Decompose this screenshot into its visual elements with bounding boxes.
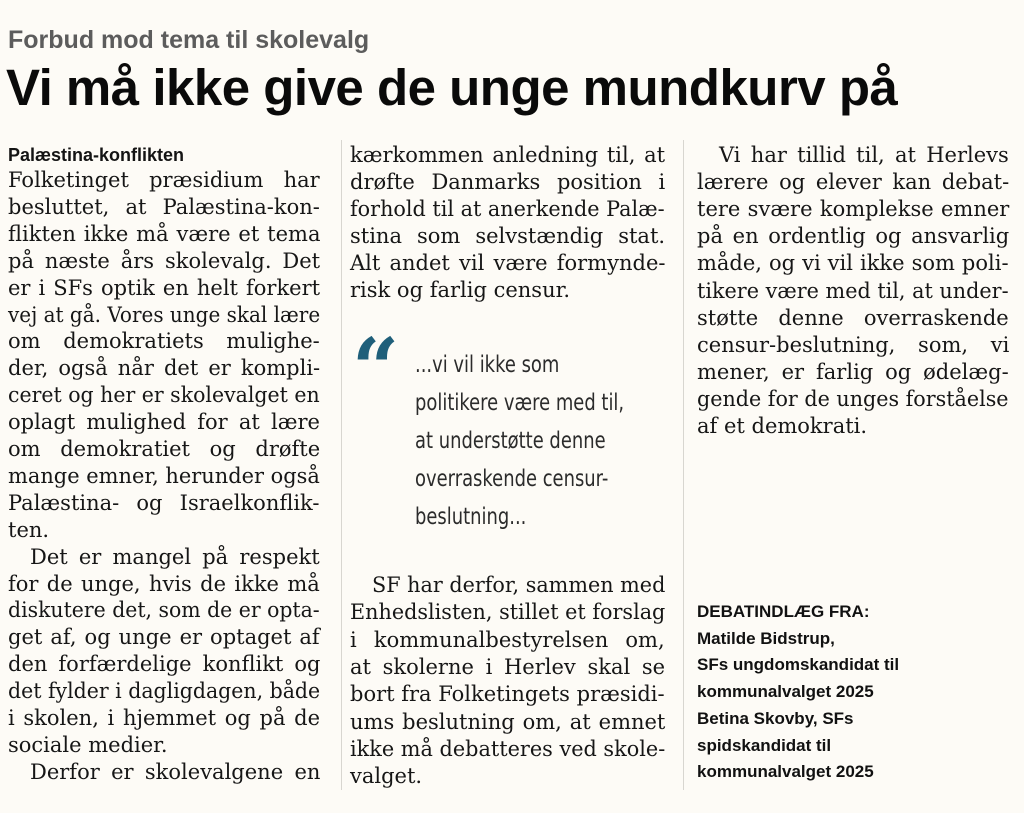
text-line: for de unge, hvis de ikke må — [8, 571, 320, 596]
column-rule — [341, 140, 342, 790]
text-line: oplagt mulighed for at lære — [8, 410, 320, 435]
text-line: drøfte Danmarks position i — [350, 170, 666, 194]
text-line: på en ordentlig og ansvarlig — [697, 224, 1010, 249]
text-line: gende for de unges forståelse — [697, 386, 1009, 411]
text-line: kærkommen anledning til, at — [350, 143, 666, 167]
text-line: Derfor er skolevalgene en — [30, 759, 321, 784]
text-line: om demokratiets mulighe- — [8, 329, 320, 354]
byline-line: kommunalvalget 2025 — [697, 682, 874, 702]
text-line: den forfærdelige konflikt og — [8, 652, 321, 677]
text-line: tikere være med til, at under- — [697, 278, 1009, 303]
byline-line: Betina Skovby, SFs — [697, 708, 854, 728]
text-line: ums beslutning om, at emnet — [350, 709, 666, 734]
column-rule — [683, 140, 684, 790]
text-line: i skolen, i hjemmet og på de — [8, 706, 321, 730]
byline-line: DEBATINDLÆG FRA: — [697, 602, 870, 621]
byline-line: Matilde Bidstrup, — [697, 628, 835, 648]
text-line: ceret og her er skolevalget en — [8, 383, 320, 408]
text-line: i kommunalbestyrelsen om, — [350, 627, 665, 652]
quote-line: beslutning... — [415, 504, 527, 530]
text-line: tere svære komplekse emner — [697, 197, 1010, 222]
text-line: det fylder i dagligdagen, både — [8, 679, 321, 704]
text-line: Alt andet vil være formynde- — [350, 251, 666, 275]
text-line: bort fra Folketingets præsidi- — [350, 682, 665, 707]
text-line: Enhedslisten, stillet et forslag — [350, 600, 666, 625]
text-line: Palæstina- og Israelkonflik- — [8, 490, 320, 515]
text-line: stina som selvstændig stat. — [350, 224, 666, 248]
text-line: måde, og vi vil ikke som poli- — [697, 251, 1009, 276]
text-line: risk og farlig censur. — [350, 278, 570, 302]
quote-line: politikere være med til, — [415, 390, 625, 416]
quote-line: at understøtte denne — [415, 428, 606, 454]
text-line: af et demokrati. — [697, 414, 868, 438]
text-line: mange emner, herunder også — [8, 463, 320, 488]
text-line: diskutere det, som de er opta- — [8, 598, 320, 623]
section-subhead: Palæstina-konflikten — [8, 145, 185, 165]
text-line: get af, og unge er optaget af — [8, 625, 320, 650]
text-line: mener, er farlig og ødelæg- — [697, 359, 1009, 384]
text-line: om demokratiet og drøfte — [8, 437, 321, 461]
text-line: ikke må debatteres ved skole- — [350, 736, 666, 761]
text-line: støtte denne overraskende — [697, 305, 1009, 330]
text-line: at skolerne i Herlev skal se — [350, 654, 666, 679]
text-line: er i SFs optik en helt forkert — [8, 275, 321, 300]
text-line: forhold til at anerkende Palæ- — [350, 197, 665, 221]
byline-line: spidskandidat til — [697, 735, 832, 755]
article-headline: Vi må ikke give de unge mundkurv på — [6, 59, 898, 116]
article-kicker: Forbud mod tema til skolevalg — [8, 26, 370, 54]
text-line: på næste års skolevalg. Det — [8, 248, 321, 273]
text-line: der, også når det er kompli- — [8, 356, 321, 381]
byline-line: SFs ungdomskandidat til — [697, 655, 900, 675]
text-line: SF har derfor, sammen med — [372, 573, 666, 597]
text-line: besluttet, at Palæstina-kon- — [8, 194, 320, 219]
text-line: lærere og elever kan debat- — [697, 170, 1010, 195]
text-line: ten. — [8, 517, 50, 542]
text-line: vej at gå. Vores unge skal lære — [8, 302, 321, 327]
byline-line: kommunalvalget 2025 — [697, 762, 874, 782]
text-line: censur-beslutning, som, vi — [697, 332, 1010, 357]
text-line: flikten ikke må være et tema — [8, 221, 321, 246]
quote-line: ...vi vil ikke som — [415, 352, 560, 378]
text-line: sociale medier. — [8, 732, 168, 757]
text-line: Det er mangel på respekt — [30, 544, 320, 569]
text-line: Vi har tillid til, at Herlevs — [719, 143, 1009, 167]
quote-line: overraskende censur- — [415, 466, 609, 492]
quote-mark-icon: “ — [352, 321, 400, 417]
text-line: Folketinget præsidium har — [8, 168, 320, 192]
text-line: valget. — [350, 764, 423, 789]
